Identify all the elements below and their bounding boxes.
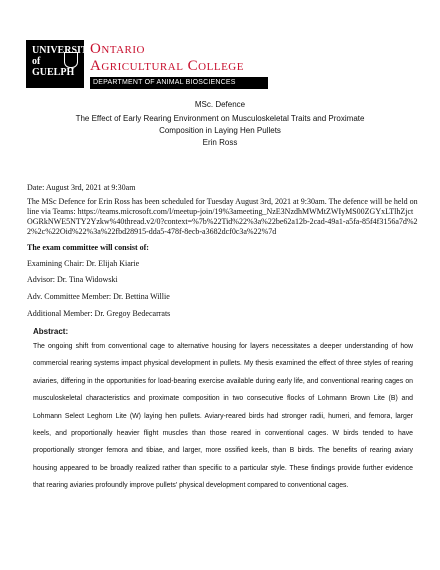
title-block [20,99,420,149]
college-line-1: Ontario [90,41,146,57]
logo-text: UNIVERSITY of GUELPH [32,45,95,78]
abstract-body: The ongoing shift from conventional cage to alternative housing for layers necessitates a deeper understanding of how commercial rearing systems impact physical development in pullets. My thesis examined the effect of three styles of rearing aviaries, differing in the opportunities for load-bearing exercise available during early life, and conventional rearing cages on musculoskeletal characteristics and proximate composition in two consecutive flocks of Lohmann Brown Lite (B) and Lohmann Select Leghorn Lite (W) laying hen pullets. Aviary-reared birds had stronger radii, humeri, and femora, larger keels, and proportionally heavier flight muscles than those reared in conventional cages. W birds tended to have proportionally stronger femora and tibiae, and larger, more ossified keels, than B birds. The benefits of rearing aviary housing appeared to be broadly realized rather than specific to a particular style. These findings provide further evidence that rearing aviaries profoundly improve pullets' physical development compared to conventional cages. [33,343,413,490]
thesis-title-line-2: Composition in Laying Hen Pullets [159,126,281,135]
degree-label: MSc. Defence [194,100,246,109]
committee-member-additional: Additional Member: Dr. Gregoy Bedecarrats [27,309,171,318]
letterhead [26,40,426,94]
crest-icon [64,52,78,68]
committee-member-adv-committee: Adv. Committee Member: Dr. Bettina Willie [27,292,170,301]
defence-notice: The MSc Defence for Erin Ross has been scheduled for Tuesday August 3rd, 2021 at 9:30am. The defence will be held online via Teams: https://teams.microsoft.com/l/meetup-join/19%3ameeting_NzE3NzdhMWMtZWIyMS00ZGYxLTlhZjctOGRkNWE5NTY2Yzkw%40thread.v2/0?context=%7b%22Tid%22%3a%22be62a12b-2cad-49a1-a5fa-85f4f3156a7d%22%2c%22Oid%22%3a%22fbd28915-dda5-478f-8ecb-a3682dcf0c3a%22%7d [27,197,418,236]
candidate-name: Erin Ross [202,138,238,147]
college-name [90,41,244,75]
department-bar: DEPARTMENT OF ANIMAL BIOSCIENCES [90,77,268,89]
committee-member-advisor: Advisor: Dr. Tina Widowski [27,275,118,284]
college-line-2: Agricultural College [90,58,244,74]
committee-member-chair: Examining Chair: Dr. Elijah Kiarie [27,259,140,268]
committee-heading: The exam committee will consist of: [27,243,149,252]
abstract-heading: Abstract: [33,327,69,336]
university-logo [26,40,95,88]
date-line: Date: August 3rd, 2021 at 9:30am [27,183,136,192]
thesis-title-line-1: The Effect of Early Rearing Environment on Musculoskeletal Traits and Proximate [75,114,365,123]
